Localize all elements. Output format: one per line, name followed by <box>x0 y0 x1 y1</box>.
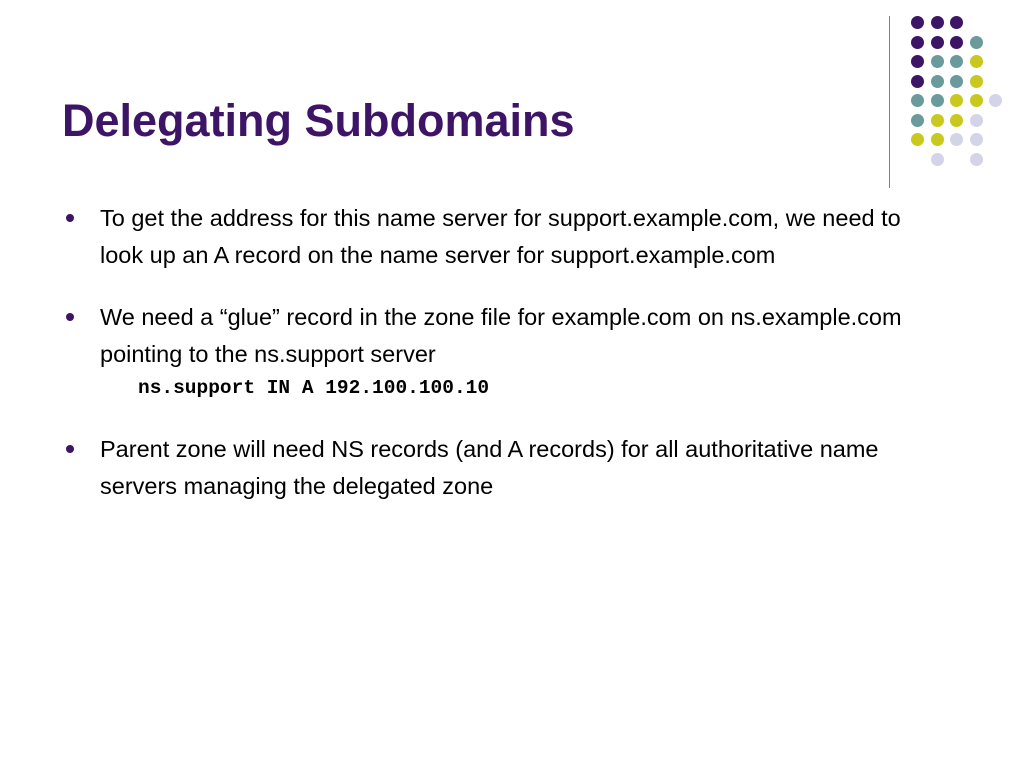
purple-dot-icon <box>911 55 924 68</box>
slide-body <box>62 200 922 504</box>
lime-dot-icon <box>970 55 983 68</box>
bullet-text: Parent zone will need NS records (and A records) for all authoritative name servers managing the delegated zone <box>100 436 879 499</box>
teal-dot-icon <box>950 75 963 88</box>
lime-dot-icon <box>931 133 944 146</box>
lavender-dot-icon <box>970 153 983 166</box>
lime-dot-icon <box>911 133 924 146</box>
lavender-dot-icon <box>989 94 1002 107</box>
teal-dot-icon <box>970 36 983 49</box>
teal-dot-icon <box>931 94 944 107</box>
teal-dot-icon <box>950 55 963 68</box>
purple-dot-icon <box>931 36 944 49</box>
lime-dot-icon <box>950 94 963 107</box>
teal-dot-icon <box>931 75 944 88</box>
lavender-dot-icon <box>931 153 944 166</box>
title-divider-line <box>889 16 890 188</box>
lavender-dot-icon <box>970 133 983 146</box>
bullet-text: To get the address for this name server for support.example.com, we need to look up an A record on the name server for support.example.com <box>100 205 901 268</box>
teal-dot-icon <box>931 55 944 68</box>
lavender-dot-icon <box>970 114 983 127</box>
purple-dot-icon <box>911 16 924 29</box>
bullet-dot-icon <box>66 445 74 453</box>
bullet-item <box>62 431 922 504</box>
purple-dot-icon <box>911 75 924 88</box>
teal-dot-icon <box>911 94 924 107</box>
slide-title: Delegating Subdomains <box>62 95 575 146</box>
purple-dot-icon <box>950 16 963 29</box>
teal-dot-icon <box>911 114 924 127</box>
purple-dot-icon <box>931 16 944 29</box>
lavender-dot-icon <box>950 133 963 146</box>
lime-dot-icon <box>931 114 944 127</box>
bullet-item <box>62 200 922 273</box>
lime-dot-icon <box>970 94 983 107</box>
purple-dot-icon <box>911 36 924 49</box>
bullet-text: We need a “glue” record in the zone file for example.com on ns.example.com pointing to the ns.support server <box>100 304 902 367</box>
bullet-item <box>62 299 922 372</box>
lime-dot-icon <box>970 75 983 88</box>
bullet-dot-icon <box>66 214 74 222</box>
purple-dot-icon <box>950 36 963 49</box>
bullet-dot-icon <box>66 313 74 321</box>
dns-record-code-line: ns.support IN A 192.100.100.10 <box>138 377 490 399</box>
lime-dot-icon <box>950 114 963 127</box>
